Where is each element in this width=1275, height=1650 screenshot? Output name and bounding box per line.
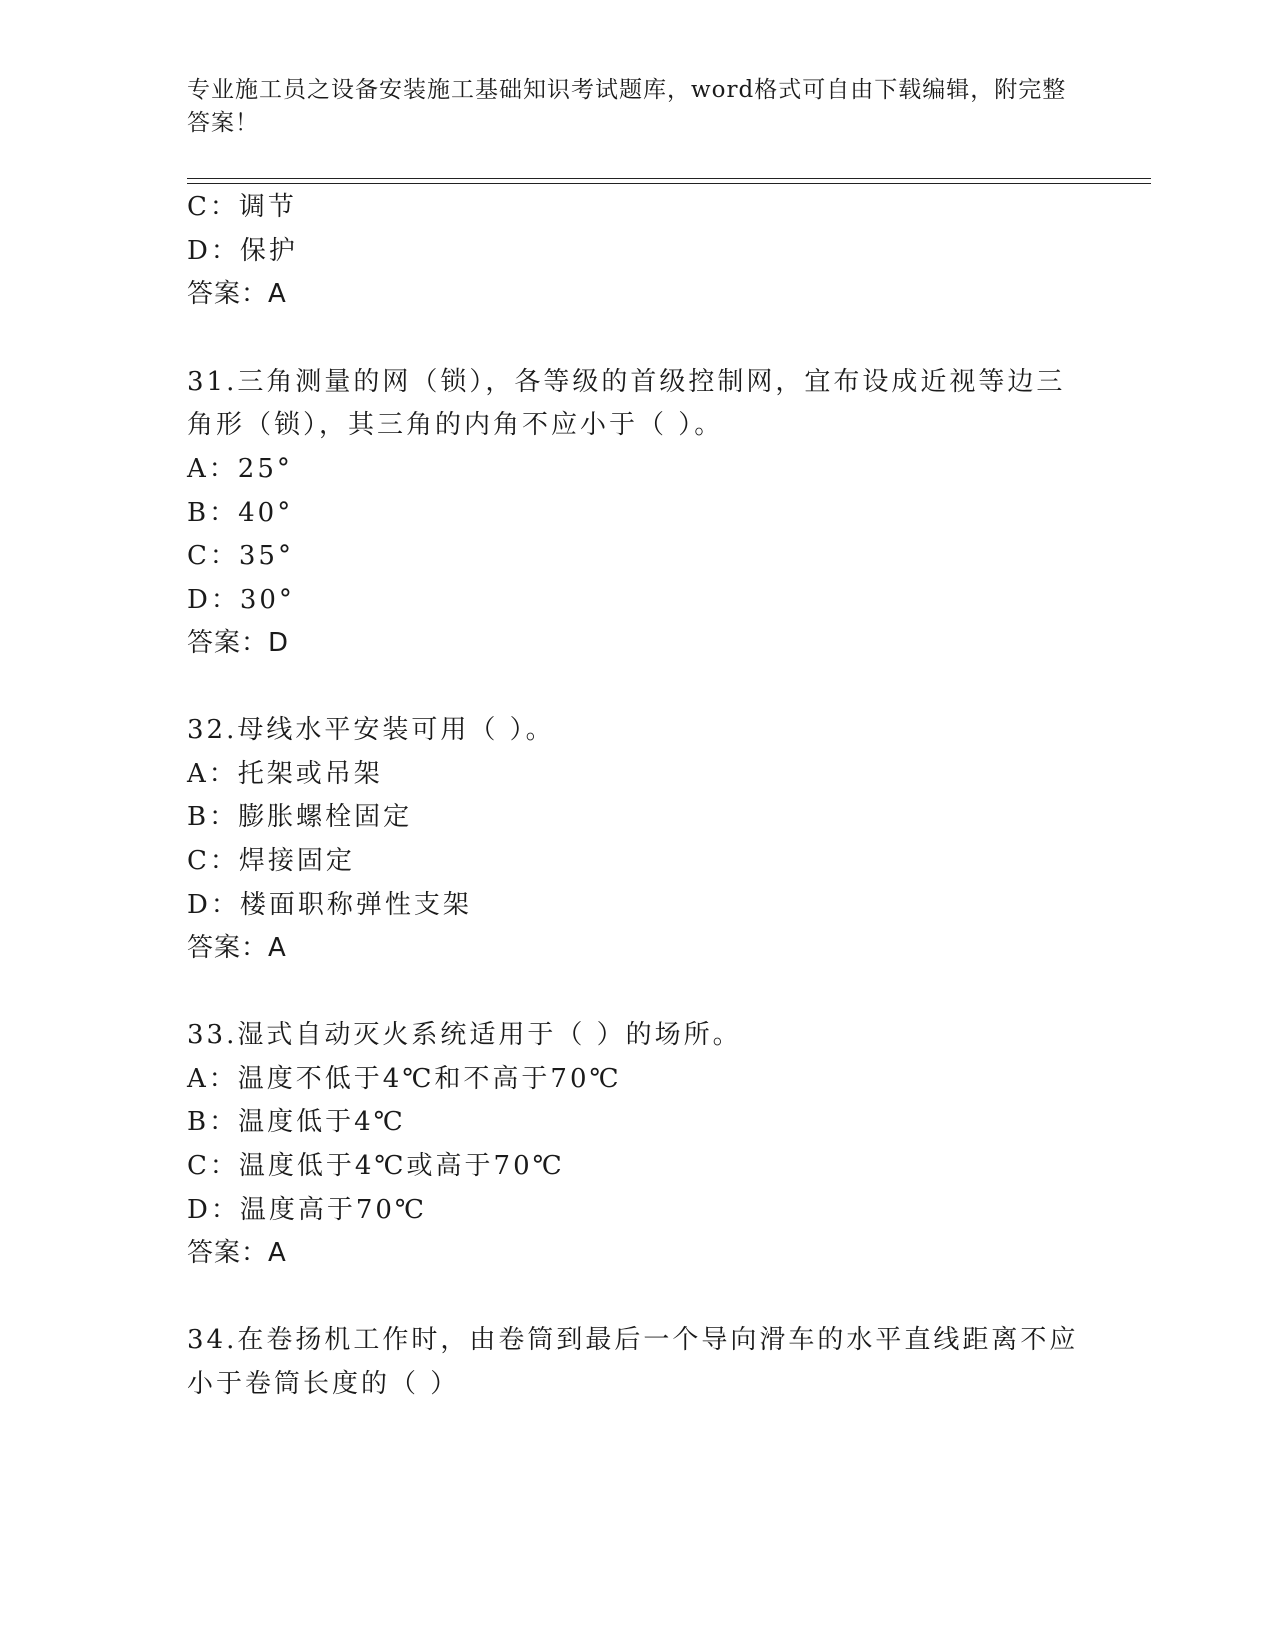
q34-stem-line1: 34.在卷扬机工作时，由卷筒到最后一个导向滑车的水平直线距离不应 bbox=[187, 1325, 1079, 1355]
document-header: 专业施工员之设备安装施工基础知识考试题库，word格式可自由下载编辑，附完整答案！ bbox=[187, 77, 1067, 136]
q31-option-d: D：30° bbox=[187, 585, 295, 615]
q33-option-d: D：温度高于70℃ bbox=[187, 1195, 428, 1225]
q31-answer: 答案：D bbox=[187, 628, 290, 658]
q31-option-a: A：25° bbox=[187, 454, 293, 484]
q33-option-b: B：温度低于4℃ bbox=[187, 1107, 406, 1137]
q32-option-d: D：楼面职称弹性支架 bbox=[187, 890, 472, 920]
q32-option-b: B：膨胀螺栓固定 bbox=[187, 802, 413, 832]
header-rule-bottom bbox=[187, 183, 1151, 184]
q30-option-d: D：保护 bbox=[187, 236, 298, 266]
q32-option-c: C：焊接固定 bbox=[187, 846, 355, 876]
q31-stem-line1: 31.三角测量的网（锁），各等级的首级控制网，宜布设成近视等边三 bbox=[187, 367, 1066, 397]
q30-option-c: C：调节 bbox=[187, 192, 297, 222]
q30-answer: 答案：A bbox=[187, 279, 287, 309]
q33-option-a: A：温度不低于4℃和不高于70℃ bbox=[187, 1064, 622, 1094]
q31-option-c: C：35° bbox=[187, 541, 294, 571]
q33-stem: 33.湿式自动灭火系统适用于（ ）的场所。 bbox=[187, 1020, 742, 1050]
q32-answer: 答案：A bbox=[187, 933, 287, 963]
q32-option-a: A：托架或吊架 bbox=[187, 759, 383, 789]
q31-option-b: B：40° bbox=[187, 498, 294, 528]
q34-stem-line2: 小于卷筒长度的（ ） bbox=[187, 1369, 460, 1399]
header-rule-top bbox=[187, 178, 1151, 179]
q33-answer: 答案：A bbox=[187, 1238, 287, 1268]
q31-stem-line2: 角形（锁），其三角的内角不应小于（ ）。 bbox=[187, 410, 724, 440]
q33-option-c: C：温度低于4℃或高于70℃ bbox=[187, 1151, 565, 1181]
q32-stem: 32.母线水平安装可用（ ）。 bbox=[187, 715, 555, 745]
